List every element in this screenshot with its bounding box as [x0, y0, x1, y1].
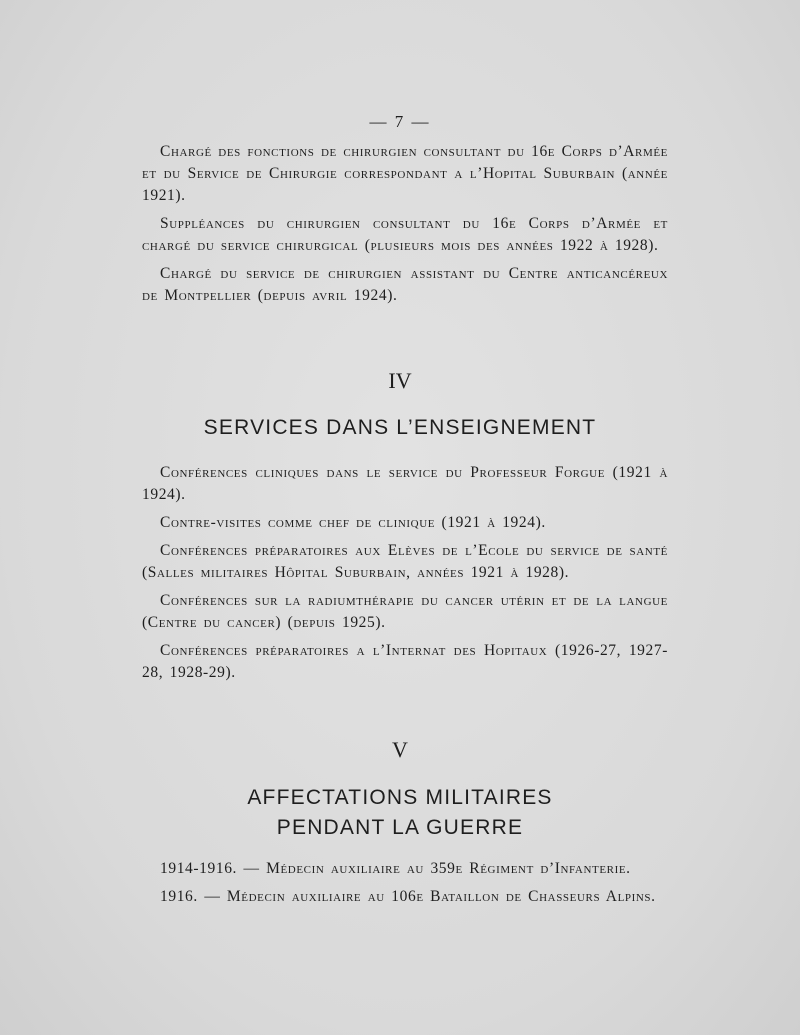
section-4-numeral: IV [388, 368, 412, 393]
entry-clinical-conferences: Conférences cliniques dans le service du Professeur Forgue (1921 à 1924). [142, 464, 668, 503]
entry-359th-regiment: 1914-1916. — Médecin auxiliaire au 359e Régiment d’Infanterie. [160, 860, 631, 877]
section-5-title-line-2: PENDANT LA GUERRE [276, 816, 524, 839]
page-number: — 7 — [369, 112, 431, 131]
section-5-title-line-1: AFFECTATIONS MILITAIRES [247, 786, 553, 809]
entry-radiumtherapy-conferences: Conférences sur la radiumthérapie du cancer utérin et de la langue (Centre du cancer) (depuis 1925). [142, 592, 668, 631]
section-5-numeral: V [392, 737, 408, 762]
entry-anticancer-centre: Chargé du service de chirurgien assistant du Centre anticancéreux de Montpellier (depuis avril 1924). [142, 265, 668, 304]
entry-health-school-conferences: Conférences préparatoires aux Elèves de l’Ecole du service de santé (Salles militaires Hôpital Suburbain, années 1921 à 1928). [142, 542, 668, 581]
section-4-title: SERVICES DANS L’ENSEIGNEMENT [203, 416, 597, 439]
entry-consultant-16th-corps: Chargé des fonctions de chirurgien consultant du 16e Corps d’Armée et du Service de Chirurgie correspondant a l’Hopital Suburbain (année 1921). [142, 143, 668, 204]
teaching-entries [142, 462, 668, 690]
entry-106th-battalion: 1916. — Médecin auxiliaire au 106e Bataillon de Chasseurs Alpins. [160, 888, 656, 905]
military-entries [142, 858, 668, 914]
entry-internship-conferences: Conférences préparatoires a l’Internat des Hopitaux (1926-27, 1927-28, 1928-29). [142, 642, 668, 681]
entry-surgical-service: Suppléances du chirurgien consultant du 16e Corps d’Armée et chargé du service chirurgical (plusieurs mois des années 1922 à 1928). [142, 215, 668, 254]
career-entries [142, 141, 668, 313]
entry-counter-visits: Contre-visites comme chef de clinique (1921 à 1924). [160, 514, 546, 531]
